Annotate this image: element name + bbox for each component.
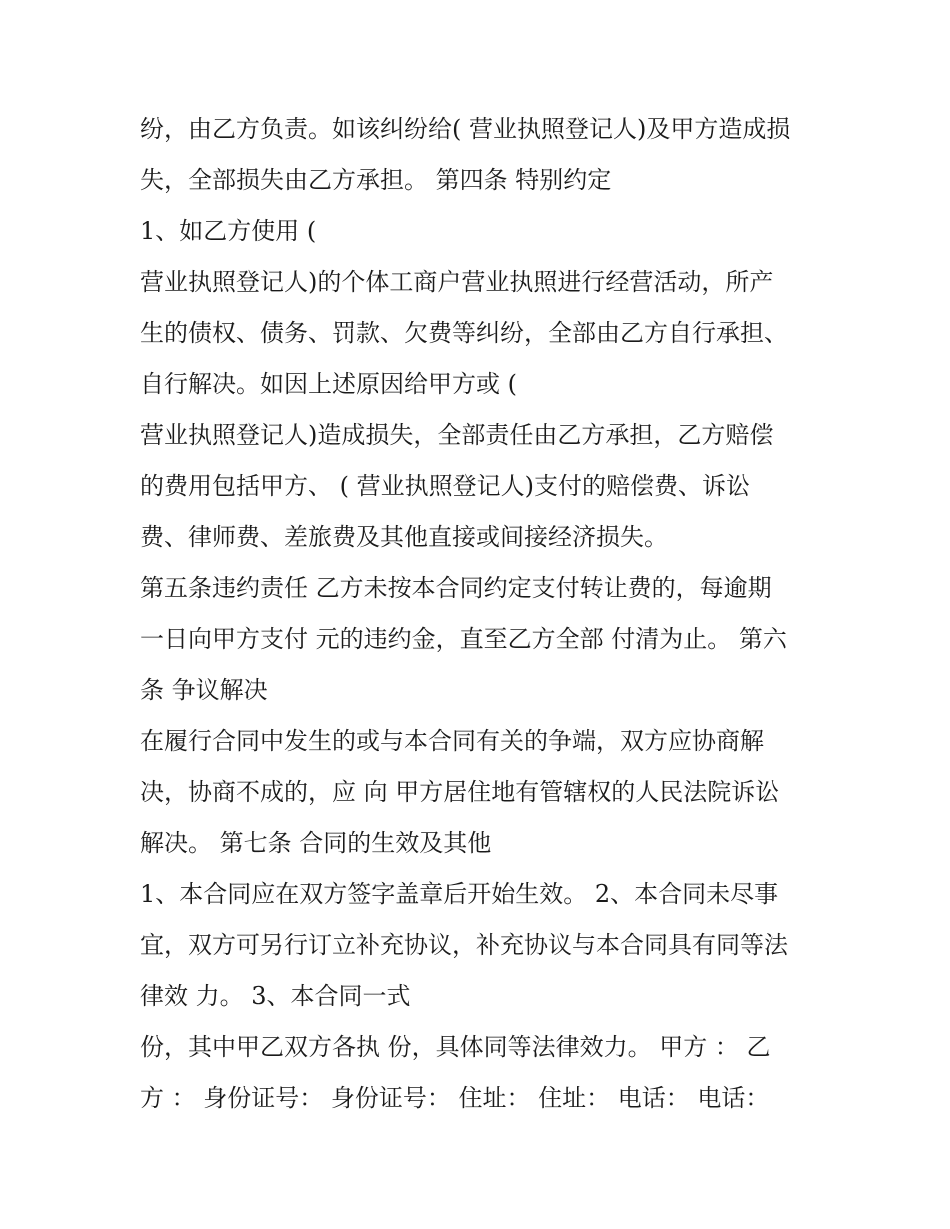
text-line: 纷，由乙方负责。如该纠纷给( 营业执照登记人)及甲方造成损 — [140, 115, 791, 143]
text-line: 1、本合同应在双方签字盖章后开始生效。 2、本合同未尽事 — [140, 880, 779, 908]
text-line: 的费用包括甲方、 ( 营业执照登记人)支付的赔偿费、诉讼 — [140, 472, 750, 500]
text-line: 在履行合同中发生的或与本合同有关的争端，双方应协商解 — [140, 727, 764, 755]
text-line: 自行解决。如因上述原因给甲方或 ( — [140, 370, 517, 398]
text-line: 生的债权、债务、罚款、欠费等纠纷，全部由乙方自行承担、 — [140, 319, 788, 347]
text-line: 一日向甲方支付 元的违约金，直至乙方全部 付清为止。 第六 — [140, 625, 787, 653]
text-line: 决，协商不成的，应 向 甲方居住地有管辖权的人民法院诉讼 — [140, 778, 780, 806]
text-line: 解决。 第七条 合同的生效及其他 — [140, 829, 492, 857]
text-line: 宜，双方可另行订立补充协议，补充协议与本合同具有同等法 — [140, 931, 788, 959]
text-line: 费、律师费、差旅费及其他直接或间接经济损失。 — [140, 523, 668, 551]
text-line: 营业执照登记人)的个体工商户营业执照进行经营活动，所产 — [140, 268, 774, 296]
text-line: 条 争议解决 — [140, 676, 268, 704]
text-line: 方 ： 身份证号： 身份证号： 住址： 住址： 电话： 电话： — [140, 1084, 770, 1112]
text-line: 失，全部损失由乙方承担。 第四条 特别约定 — [140, 166, 612, 194]
text-line: 营业执照登记人)造成损失，全部责任由乙方承担，乙方赔偿 — [140, 421, 774, 449]
text-line: 份，其中甲乙双方各执 份，具体同等法律效力。 甲方 ： 乙 — [140, 1033, 771, 1061]
text-line: 律效 力。 3、本合同一式 — [140, 982, 411, 1010]
text-line: 1、如乙方使用 ( — [140, 217, 317, 245]
text-line: 第五条违约责任 乙方未按本合同约定支付转让费的，每逾期 — [140, 574, 772, 602]
